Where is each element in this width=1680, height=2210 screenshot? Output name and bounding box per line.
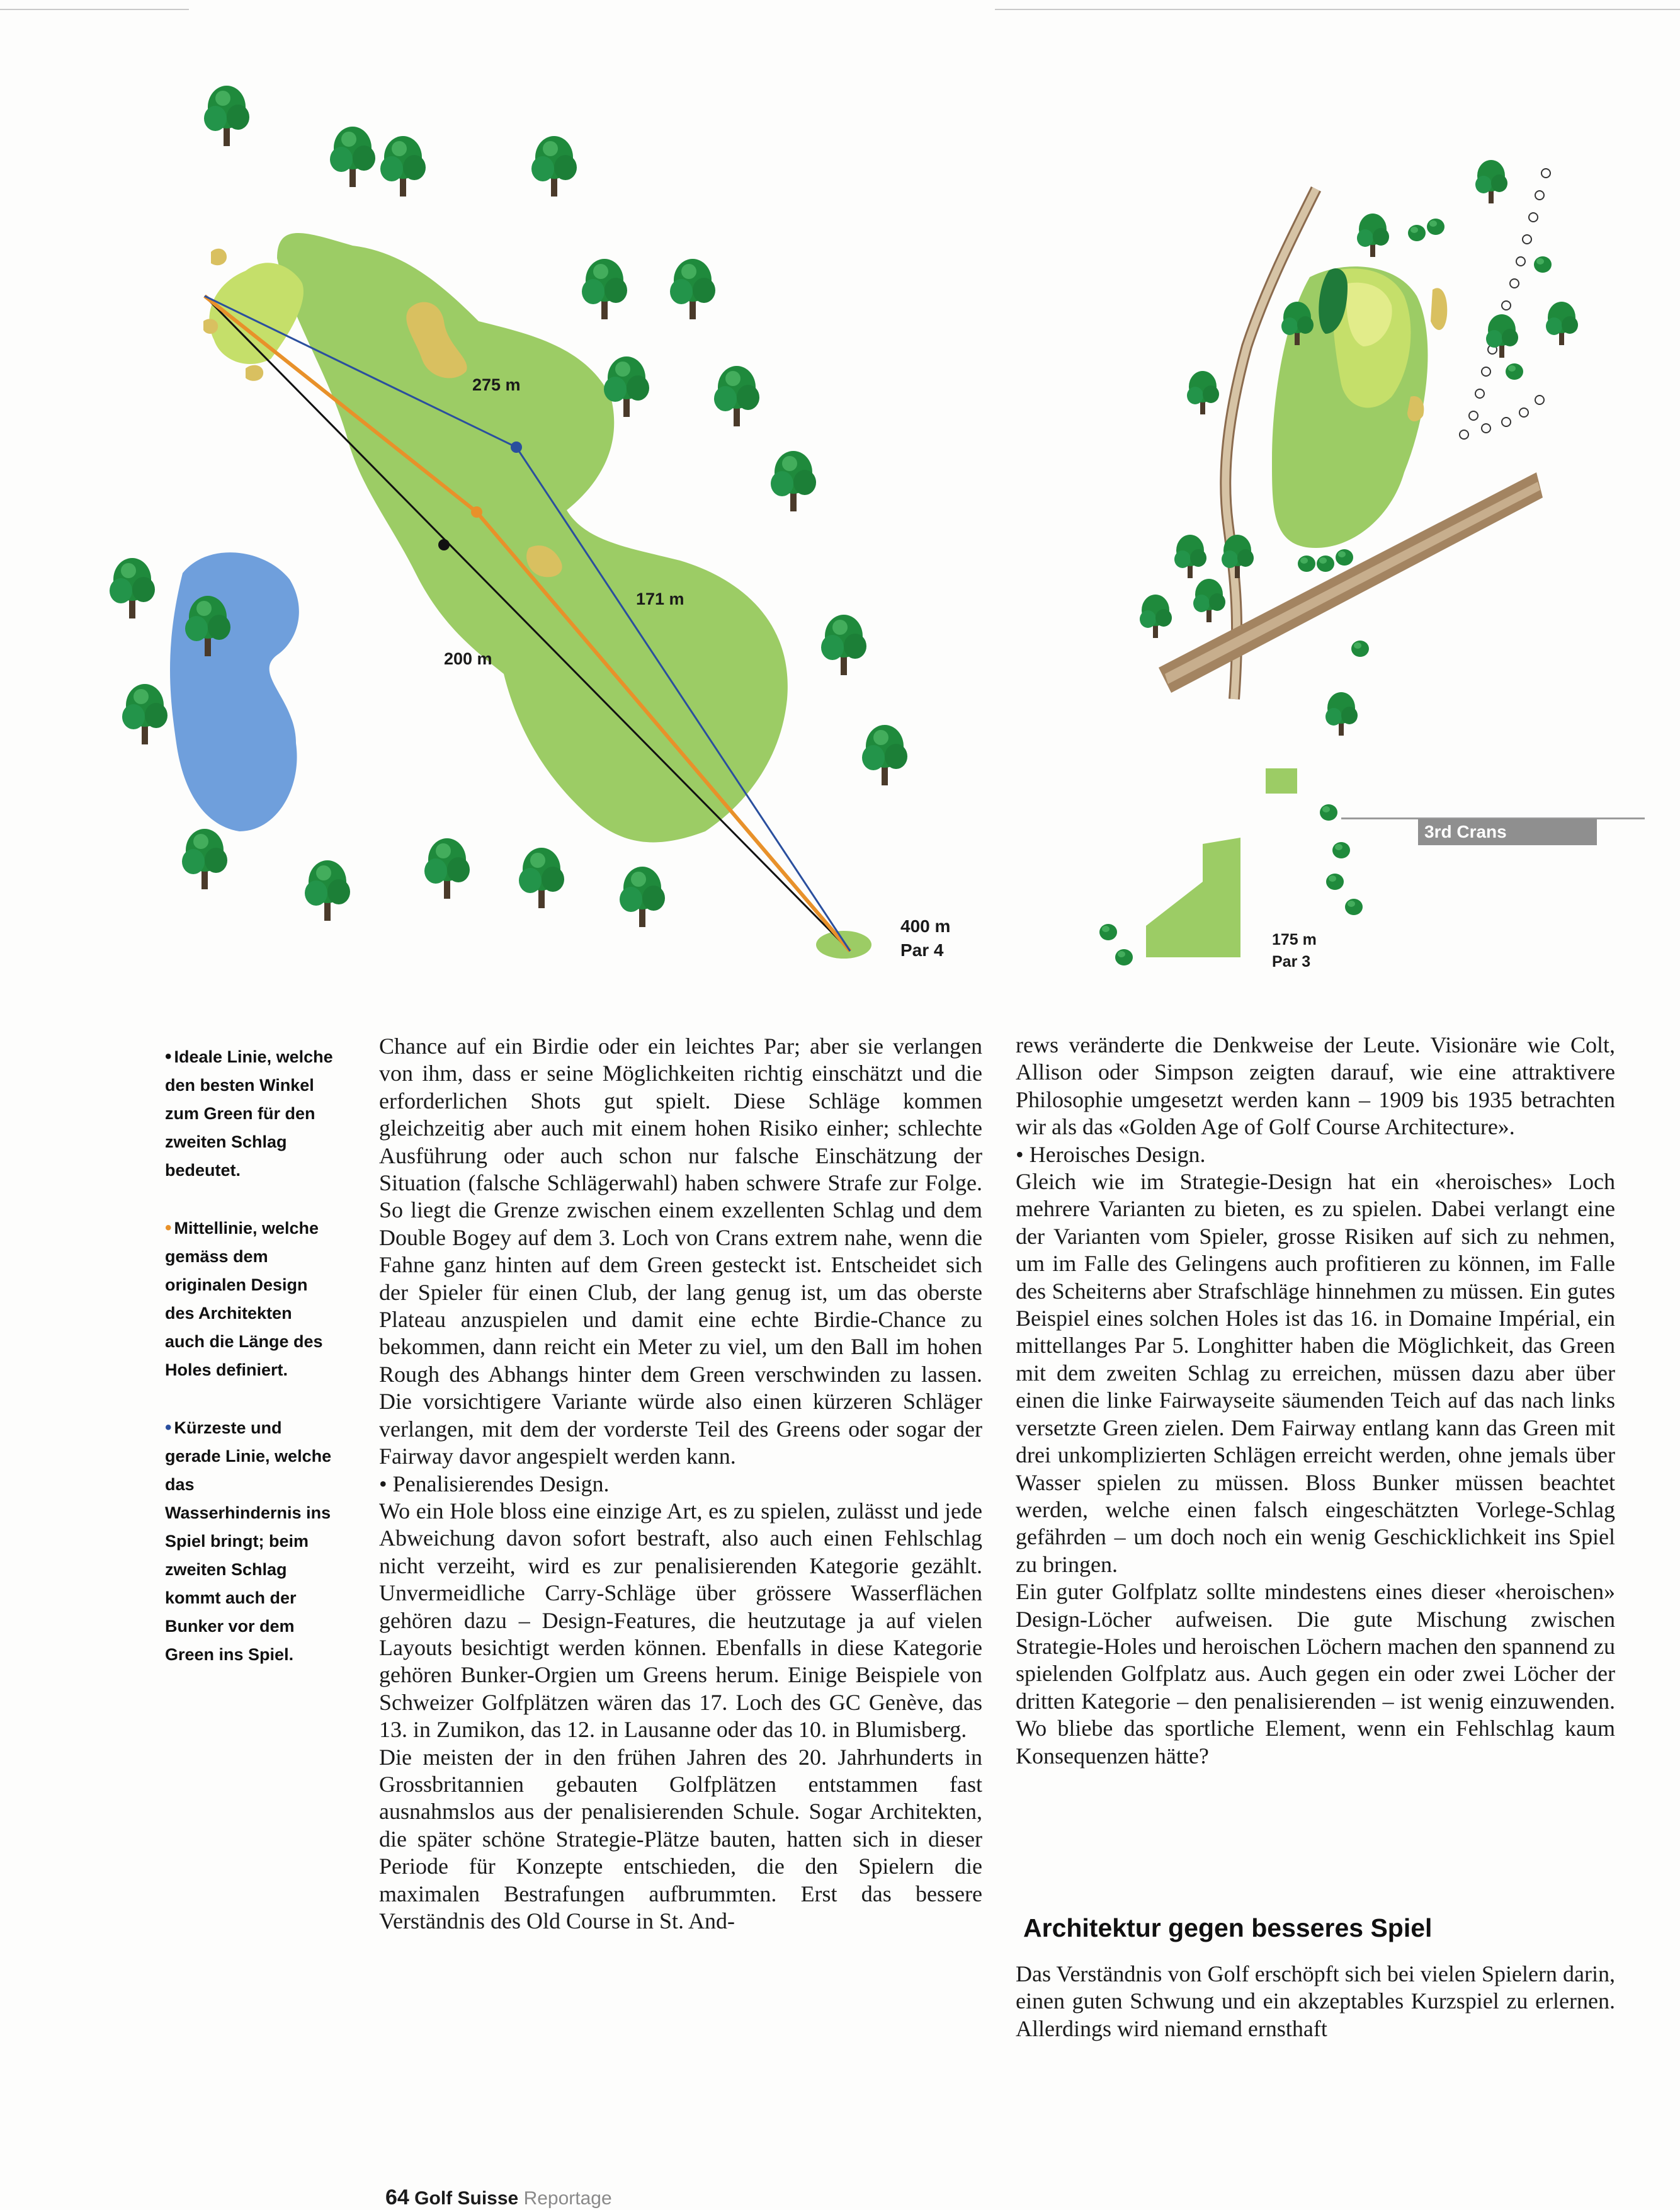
paragraph: Chance auf ein Birdie oder ein leichtes Par; aber sie verlangen von ihm, dass er seine Möglichkeiten richtig einschätzt und die erforderlichen Shots gut spielt. Diese Schläge kommen gleichzeitig aber auch mit einem hohen Risiko einher; schlechte Ausführung oder auch schon nur falsche Einschätzung der Situation (falsche Schlägerwahl) haben schwere Strafe zur Folge. So liegt die Grenze zwischen einem exzellenten Schlag und dem Double Bogey auf dem 3. Loch von Crans extrem nahe, wenn die Fahne ganz hinten auf dem Green gesteckt ist. Entscheidet sich der Spieler für einen Club, der lang genug ist, um das oberste Plateau anzuspielen und damit eine echte Birdie-Chance zu bekommen, dann reicht ein Meter zu viel, um den Ball im hohen Rough des Abhangs hinter dem Green verschwinden zu lassen. Die vorsichtigere Variante würde also einen kürzeren Schläger verlangen, mit dem der vorderste Teil des Greens oder sogar der Fairway davor angespielt werden kann.	[379, 1034, 982, 1469]
tree	[182, 829, 227, 889]
hole-par-label: Par 4	[900, 940, 944, 960]
tree	[670, 259, 715, 319]
tree	[330, 127, 375, 187]
hole-par-label: Par 3	[1272, 953, 1311, 971]
paragraph: rews veränderte die Denkweise der Leute. Visionäre wie Colt, Allison oder Simpson zeigten darauf, wie eine attraktivere Philosophie umgesetzt werden kann – 1909 bis 1935 betrachten wir als das «Golden Age of Golf Course Architecture».	[1016, 1032, 1615, 1140]
distance-label-200: 200 m	[444, 649, 492, 668]
hole-length-label: 400 m	[900, 916, 951, 936]
tree	[1486, 314, 1518, 358]
legend-bullet: •	[165, 1046, 172, 1067]
tree	[1174, 535, 1206, 578]
bush	[1506, 363, 1523, 380]
legend-text: Kürzeste und gerade Linie, welche das Wasserhindernis ins Spiel bringt; beim zweiten Schlag kommt auch der Bunker vor dem Green ins Spiel.	[165, 1418, 332, 1664]
tee	[1146, 838, 1240, 957]
bush	[1317, 555, 1334, 572]
body-column-2	[1016, 1032, 1615, 1770]
hole-diagram-crans-3	[1083, 145, 1650, 1001]
fairway	[277, 233, 788, 842]
bush	[1427, 219, 1444, 235]
middle-line-marker	[471, 506, 482, 518]
tree	[771, 451, 816, 511]
bush	[1351, 641, 1369, 657]
legend-item-shortest-line	[165, 1413, 335, 1669]
tree	[582, 259, 627, 319]
crans-hole-caption: 3rd Crans	[1418, 819, 1597, 845]
paragraph: Ein guter Golfplatz sollte mindestens eines dieser «heroischen» Design-Löcher aufweisen. Die gute Mischung zwischen Strategie-Holes und heroischen Löchern machen den spannend zu spielenden Golfplatz aus. Auch gegen ein oder zwei Löcher der dritten Kategorie – den penalisierenden – ist wenig einzuwenden. Wo bliebe das sportliche Element, wenn ein Fehlschlag kaum Konsequenzen hätte?	[1016, 1579, 1615, 1769]
legend-item-ideal-line	[165, 1042, 335, 1185]
page-footer	[385, 2185, 612, 2210]
tree	[1475, 160, 1507, 203]
bush	[1336, 549, 1353, 566]
tree	[1140, 595, 1172, 638]
body-column-1	[379, 1033, 982, 1935]
tree	[531, 136, 577, 197]
tree	[380, 136, 426, 197]
shortest-line-marker	[511, 441, 522, 453]
ideal-line-marker	[438, 539, 450, 550]
bunker	[203, 319, 218, 334]
bush	[1320, 804, 1337, 821]
body-column-3	[1016, 1961, 1615, 2042]
legend-text: Ideale Linie, welche den besten Winkel zum Green für den zweiten Schlag bedeutet.	[165, 1047, 333, 1180]
tree	[1357, 214, 1389, 257]
section-heading: Architektur gegen besseres Spiel	[1023, 1913, 1433, 1942]
page-number: 64	[385, 2185, 409, 2209]
bush	[1326, 874, 1344, 890]
bush	[1298, 555, 1315, 572]
tree	[519, 848, 564, 908]
tree	[714, 366, 759, 426]
legend-bullet: •	[165, 1217, 172, 1238]
tree	[122, 684, 167, 744]
scan-edge-right	[995, 9, 1680, 10]
bush	[1408, 225, 1426, 241]
paragraph: Das Verständnis von Golf erschöpft sich bei vielen Spielern darin, einen guten Schwung und ein akzeptables Kurzspiel zu erlernen. Allerdings wird niemand ernsthaft	[1016, 1961, 1615, 2041]
distance-label-171: 171 m	[636, 590, 684, 608]
bush	[1534, 256, 1552, 273]
bunker	[1431, 288, 1447, 330]
tree	[1222, 535, 1254, 578]
bush	[1332, 842, 1350, 858]
paragraph: Gleich wie im Strategie-Design hat ein «heroisches» Loch mehrere Varianten zu bieten, es zu spielen. Dabei verlangt eine der Varianten vom Spieler, grosse Risiken auf sich zu nehmen, um im Falle des Gelingens auch profitieren zu können, im Falle des Scheiterns aber Strafschläge hinnehmen zu müssen. Ein gutes Beispiel eines solchen Holes ist das 16. in Domaine Impérial, ein mittellanges Par 5. Longhitter haben die Möglichkeit, das Green mit dem zweiten Schlag zu erreichen, müssen dazu aber über einen die linke Fairwayseite säumenden Teich auf das nach links versetzte Green zielen. Dem Fairway entlang kann das Green mit drei unkomplizierten Schlägen erreicht werden, ohne jemals über Wasser spielen zu müssen. Bloss Bunker müssen beachtet werden, welche einen falsch eingeschätzten Vorlege-Schlag gefährden – um doch noch ein wenig Geschicklichkeit ins Spiel zu bringen.	[1016, 1169, 1615, 1577]
distance-label-275: 275 m	[472, 375, 521, 394]
out-of-bounds-markers	[1460, 169, 1550, 439]
paragraph: Wo ein Hole bloss eine einzige Art, es zu spielen, zulässt und jede Abweichung davon sofort bestraft, also auch einen Fehlschlag nicht verzeiht, wird es zur penalisierenden Kategorie gezählt. Unvermeidliche Carry-Schläge über grössere Wasserflächen gehören dazu – Design-Features, die heutzutage ja auf vielen Layouts besichtigt werden können. Ebenfalls in diese Kategorie gehören Bunker-Orgien um Greens herum. Einige Beispiele von Schweizer Golfplätzen wären das 17. Loch des GC Genève, das 13. in Zumikon, das 12. in Lausanne oder das 10. in Blumisberg.	[379, 1498, 982, 1743]
subheading-penalising-design: • Penalisierendes Design.	[379, 1471, 610, 1496]
tree	[821, 615, 866, 675]
tree	[1325, 692, 1358, 736]
tree	[1187, 371, 1219, 414]
bush	[1099, 924, 1117, 940]
legend-bullet: •	[165, 1417, 172, 1438]
subheading-heroic-design: • Heroisches Design.	[1016, 1141, 1206, 1167]
tree	[204, 86, 249, 146]
hole-diagram-par4	[88, 44, 982, 989]
bunker	[211, 249, 227, 265]
bush	[1345, 899, 1363, 915]
tree	[862, 725, 907, 785]
tree	[620, 867, 665, 927]
tree	[1546, 302, 1578, 345]
tree	[424, 838, 470, 899]
section-name: Reportage	[523, 2188, 612, 2209]
scan-edge-left	[0, 9, 189, 10]
bunker	[246, 365, 263, 381]
magazine-name: Golf Suisse	[414, 2188, 519, 2209]
tree	[305, 860, 350, 921]
legend	[165, 1042, 335, 1698]
bush	[1115, 949, 1133, 965]
tee	[1266, 768, 1297, 794]
legend-item-middle-line	[165, 1214, 335, 1384]
paragraph: Die meisten der in den frühen Jahren des 20. Jahrhunderts in Grossbritannien gebauten Golfplätzen entstammen fast ausnahmslos aus der penalisierenden Schule. Sogar Architekten, die später schöne Strategie-Plätze bauten, hatten sich in dieser Periode für Konzepte entschieden, die den Spielern die maximalen Bestrafungen aufbrummten. Erst das bessere Verständnis des Old Course in St. And-	[379, 1744, 982, 1934]
legend-text: Mittellinie, welche gemäss dem originalen Design des Architekten auch die Länge des Holes definiert.	[165, 1219, 323, 1379]
hole-length-label: 175 m	[1272, 931, 1317, 948]
water-hazard	[170, 552, 299, 831]
tree	[1193, 579, 1225, 622]
tree	[110, 558, 155, 618]
